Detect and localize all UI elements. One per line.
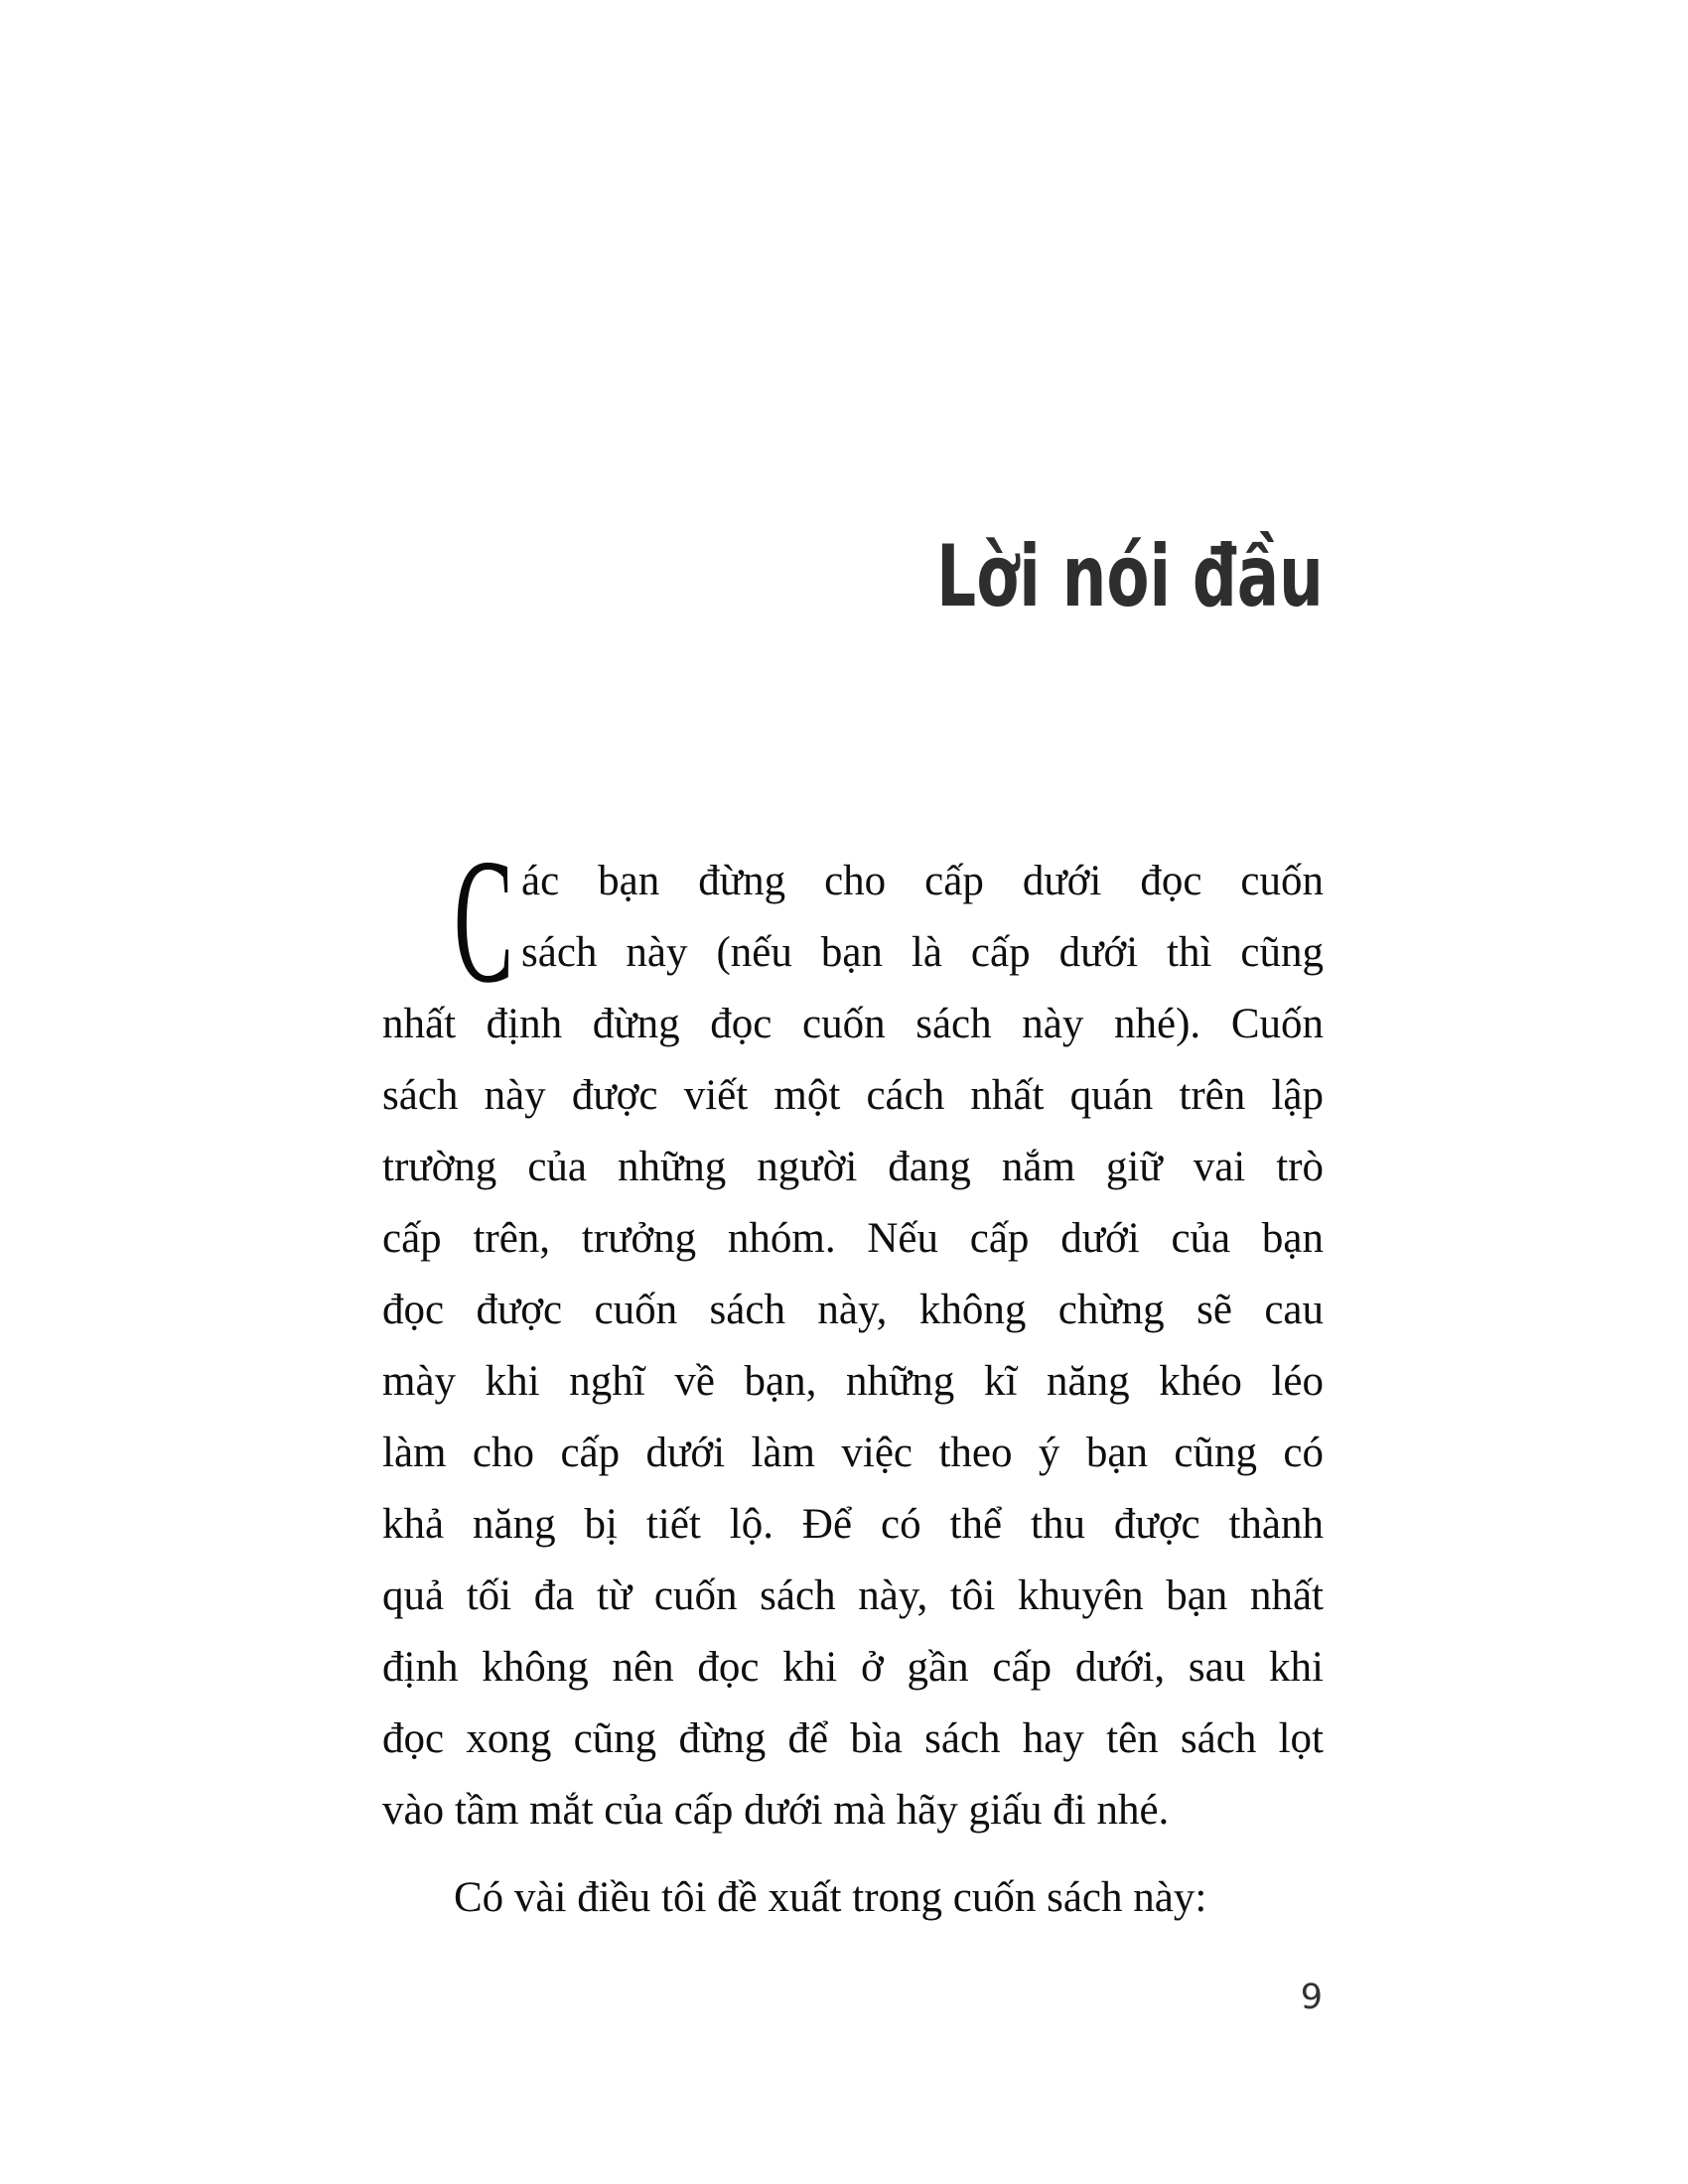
paragraph-line: làm cho cấp dưới làm việc theo ý bạn cũng có: [382, 1430, 1324, 1476]
paragraph-line: sách này được viết một cách nhất quán trên lập: [382, 1072, 1324, 1119]
paragraph-line: nhất định đừng đọc cuốn sách này nhé). Cuốn: [382, 1001, 1324, 1047]
paragraph-line: đọc xong cũng đừng để bìa sách hay tên sách lọt: [382, 1715, 1324, 1762]
paragraph-line: quả tối đa từ cuốn sách này, tôi khuyên bạn nhất: [382, 1572, 1324, 1619]
paragraph-line: mày khi nghĩ về bạn, những kĩ năng khéo léo: [382, 1358, 1324, 1405]
intro-paragraph: Có vài điều tôi đề xuất trong cuốn sách này:: [454, 1874, 1207, 1921]
paragraph-line: khả năng bị tiết lộ. Để có thể thu được thành: [382, 1501, 1324, 1548]
paragraph-line: trường của những người đang nắm giữ vai trò: [382, 1144, 1324, 1190]
paragraph-line: đọc được cuốn sách này, không chừng sẽ cau: [382, 1287, 1324, 1333]
drop-cap: C: [454, 822, 514, 1020]
body-text: [382, 822, 1324, 1934]
paragraph-line: vào tầm mắt của cấp dưới mà hãy giấu đi nhé.: [382, 1787, 1170, 1834]
paragraph-line: sách này (nếu bạn là cấp dưới thì cũng: [521, 929, 1324, 976]
chapter-title: [793, 527, 1324, 626]
page-number: 9: [1300, 1978, 1323, 2017]
paragraph-line: định không nên đọc khi ở gần cấp dưới, sau khi: [382, 1644, 1324, 1691]
paragraph-line: ác bạn đừng cho cấp dưới đọc cuốn: [521, 858, 1324, 904]
chapter-title-text: Lời nói đầu: [936, 527, 1324, 626]
paragraph-line: cấp trên, trưởng nhóm. Nếu cấp dưới của bạn: [382, 1215, 1324, 1262]
